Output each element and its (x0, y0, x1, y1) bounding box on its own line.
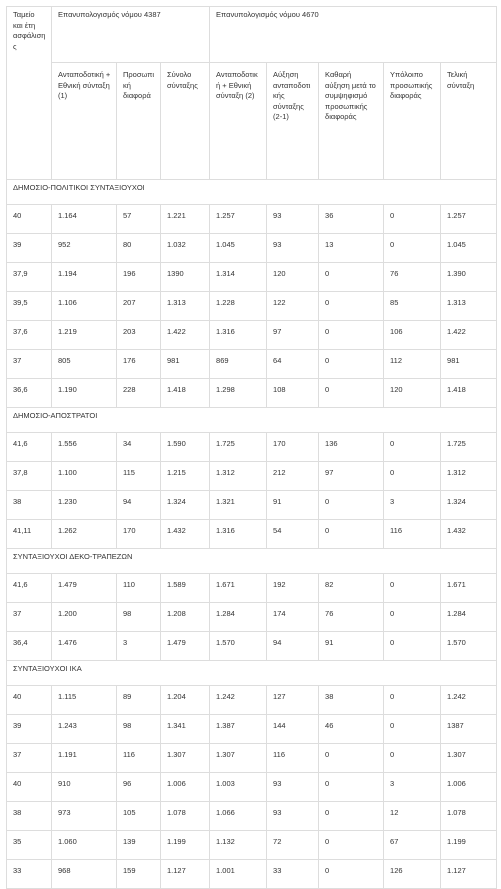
remaining-difference-cell: 0 (384, 574, 441, 603)
personal-difference-cell: 176 (117, 350, 161, 379)
contributory-national-2-cell: 1.003 (210, 773, 267, 802)
table-row (7, 802, 497, 831)
total-pension-cell: 1.324 (161, 491, 210, 520)
contributory-increase-cell: 116 (267, 744, 319, 773)
contributory-national-2-cell: 1.307 (210, 744, 267, 773)
contributory-national-1-cell: 1.100 (52, 462, 117, 491)
contributory-national-1-cell: 1.262 (52, 520, 117, 549)
contributory-increase-cell: 174 (267, 603, 319, 632)
contributory-national-1-cell: 1.194 (52, 263, 117, 292)
pension-recalculation-table (6, 6, 497, 889)
contributory-increase-cell: 144 (267, 715, 319, 744)
col-header-personal-difference: Προσωπική διαφορά (117, 63, 161, 180)
table-row (7, 379, 497, 408)
table-row (7, 491, 497, 520)
final-pension-cell: 1.257 (441, 205, 497, 234)
contributory-national-2-cell: 1.725 (210, 433, 267, 462)
contributory-national-2-cell: 1.321 (210, 491, 267, 520)
contributory-national-1-cell: 968 (52, 860, 117, 889)
years-cell: 37 (7, 744, 52, 773)
contributory-increase-cell: 192 (267, 574, 319, 603)
contributory-increase-cell: 122 (267, 292, 319, 321)
personal-difference-cell: 203 (117, 321, 161, 350)
total-pension-cell: 1.341 (161, 715, 210, 744)
remaining-difference-cell: 0 (384, 462, 441, 491)
remaining-difference-cell: 3 (384, 491, 441, 520)
net-increase-cell: 0 (319, 802, 384, 831)
net-increase-cell: 0 (319, 350, 384, 379)
net-increase-cell: 0 (319, 491, 384, 520)
final-pension-cell: 1387 (441, 715, 497, 744)
final-pension-cell: 1.570 (441, 632, 497, 661)
contributory-increase-cell: 33 (267, 860, 319, 889)
contributory-increase-cell: 91 (267, 491, 319, 520)
remaining-difference-cell: 116 (384, 520, 441, 549)
total-pension-cell: 1.006 (161, 773, 210, 802)
years-cell: 40 (7, 686, 52, 715)
final-pension-cell: 1.418 (441, 379, 497, 408)
col-header-contributory-national-2: Ανταποδοτική + Εθνική σύνταξη (2) (210, 63, 267, 180)
total-pension-cell: 1.479 (161, 632, 210, 661)
personal-difference-cell: 115 (117, 462, 161, 491)
personal-difference-cell: 207 (117, 292, 161, 321)
total-pension-cell: 1.204 (161, 686, 210, 715)
contributory-national-2-cell: 1.132 (210, 831, 267, 860)
contributory-increase-cell: 93 (267, 773, 319, 802)
contributory-national-1-cell: 1.200 (52, 603, 117, 632)
total-pension-cell: 1.590 (161, 433, 210, 462)
net-increase-cell: 0 (319, 831, 384, 860)
contributory-increase-cell: 212 (267, 462, 319, 491)
remaining-difference-cell: 0 (384, 632, 441, 661)
remaining-difference-cell: 3 (384, 773, 441, 802)
personal-difference-cell: 105 (117, 802, 161, 831)
net-increase-cell: 0 (319, 379, 384, 408)
table-row (7, 350, 497, 379)
section-title: ΔΗΜΟΣΙΟ-ΑΠΟΣΤΡΑΤΟΙ (7, 408, 497, 433)
final-pension-cell: 1.127 (441, 860, 497, 889)
personal-difference-cell: 3 (117, 632, 161, 661)
personal-difference-cell: 110 (117, 574, 161, 603)
final-pension-cell: 1.422 (441, 321, 497, 350)
years-cell: 38 (7, 491, 52, 520)
net-increase-cell: 76 (319, 603, 384, 632)
contributory-increase-cell: 93 (267, 205, 319, 234)
remaining-difference-cell: 67 (384, 831, 441, 860)
contributory-increase-cell: 108 (267, 379, 319, 408)
years-cell: 37 (7, 603, 52, 632)
col-header-fund-years: Ταμείο και έτη ασφάλισης (7, 7, 52, 180)
contributory-national-1-cell: 805 (52, 350, 117, 379)
total-pension-cell: 1.432 (161, 520, 210, 549)
section-title: ΔΗΜΟΣΙΟ-ΠΟΛΙΤΙΚΟΙ ΣΥΝΤΑΞΙΟΥΧΟΙ (7, 180, 497, 205)
section-row (7, 408, 497, 433)
personal-difference-cell: 89 (117, 686, 161, 715)
contributory-national-1-cell: 1.219 (52, 321, 117, 350)
years-cell: 38 (7, 802, 52, 831)
total-pension-cell: 1.589 (161, 574, 210, 603)
contributory-national-1-cell: 1.106 (52, 292, 117, 321)
table-row (7, 632, 497, 661)
contributory-increase-cell: 94 (267, 632, 319, 661)
col-header-final-pension: Τελική σύνταξη (441, 63, 497, 180)
remaining-difference-cell: 106 (384, 321, 441, 350)
years-cell: 37,8 (7, 462, 52, 491)
total-pension-cell: 1.032 (161, 234, 210, 263)
contributory-increase-cell: 170 (267, 433, 319, 462)
final-pension-cell: 1.390 (441, 263, 497, 292)
section-row (7, 661, 497, 686)
personal-difference-cell: 116 (117, 744, 161, 773)
net-increase-cell: 91 (319, 632, 384, 661)
total-pension-cell: 1.422 (161, 321, 210, 350)
table-row (7, 860, 497, 889)
table-row (7, 292, 497, 321)
net-increase-cell: 82 (319, 574, 384, 603)
contributory-national-2-cell: 1.257 (210, 205, 267, 234)
contributory-national-2-cell: 1.316 (210, 520, 267, 549)
contributory-national-1-cell: 1.479 (52, 574, 117, 603)
contributory-national-1-cell: 1.230 (52, 491, 117, 520)
remaining-difference-cell: 126 (384, 860, 441, 889)
table-row (7, 715, 497, 744)
section-title: ΣΥΝΤΑΞΙΟΥΧΟΙ ΔΕΚΟ-ΤΡΑΠΕΖΩΝ (7, 549, 497, 574)
final-pension-cell: 1.006 (441, 773, 497, 802)
contributory-national-2-cell: 1.314 (210, 263, 267, 292)
personal-difference-cell: 98 (117, 715, 161, 744)
final-pension-cell: 1.432 (441, 520, 497, 549)
years-cell: 36,6 (7, 379, 52, 408)
years-cell: 35 (7, 831, 52, 860)
net-increase-cell: 97 (319, 462, 384, 491)
remaining-difference-cell: 112 (384, 350, 441, 379)
personal-difference-cell: 80 (117, 234, 161, 263)
table-row (7, 205, 497, 234)
personal-difference-cell: 139 (117, 831, 161, 860)
net-increase-cell: 38 (319, 686, 384, 715)
remaining-difference-cell: 0 (384, 603, 441, 632)
table-row (7, 433, 497, 462)
years-cell: 39,5 (7, 292, 52, 321)
table-row (7, 603, 497, 632)
net-increase-cell: 13 (319, 234, 384, 263)
personal-difference-cell: 170 (117, 520, 161, 549)
years-cell: 39 (7, 234, 52, 263)
final-pension-cell: 1.307 (441, 744, 497, 773)
personal-difference-cell: 96 (117, 773, 161, 802)
contributory-increase-cell: 72 (267, 831, 319, 860)
final-pension-cell: 1.312 (441, 462, 497, 491)
net-increase-cell: 0 (319, 773, 384, 802)
total-pension-cell: 1.199 (161, 831, 210, 860)
final-pension-cell: 1.671 (441, 574, 497, 603)
contributory-national-2-cell: 1.045 (210, 234, 267, 263)
remaining-difference-cell: 76 (384, 263, 441, 292)
years-cell: 41,11 (7, 520, 52, 549)
personal-difference-cell: 34 (117, 433, 161, 462)
table-row (7, 831, 497, 860)
remaining-difference-cell: 0 (384, 234, 441, 263)
remaining-difference-cell: 0 (384, 686, 441, 715)
section-title: ΣΥΝΤΑΞΙΟΥΧΟΙ ΙΚΑ (7, 661, 497, 686)
net-increase-cell: 0 (319, 860, 384, 889)
final-pension-cell: 1.284 (441, 603, 497, 632)
total-pension-cell: 1.307 (161, 744, 210, 773)
group-header-law-4387: Επανυπολογισμός νόμου 4387 (52, 7, 210, 63)
years-cell: 41,6 (7, 433, 52, 462)
contributory-national-1-cell: 1.191 (52, 744, 117, 773)
header-row-top (7, 7, 497, 63)
remaining-difference-cell: 0 (384, 205, 441, 234)
net-increase-cell: 46 (319, 715, 384, 744)
contributory-national-2-cell: 1.387 (210, 715, 267, 744)
remaining-difference-cell: 0 (384, 744, 441, 773)
col-header-contributory-national-1: Ανταποδοτική + Εθνική σύνταξη (1) (52, 63, 117, 180)
contributory-national-2-cell: 1.228 (210, 292, 267, 321)
table-row (7, 234, 497, 263)
years-cell: 37,6 (7, 321, 52, 350)
contributory-increase-cell: 97 (267, 321, 319, 350)
group-header-law-4670: Επανυπολογισμός νόμου 4670 (210, 7, 497, 63)
table-row (7, 462, 497, 491)
contributory-increase-cell: 93 (267, 234, 319, 263)
total-pension-cell: 1.313 (161, 292, 210, 321)
years-cell: 37,9 (7, 263, 52, 292)
total-pension-cell: 1.208 (161, 603, 210, 632)
net-increase-cell: 0 (319, 744, 384, 773)
table-row (7, 574, 497, 603)
col-header-net-increase: Καθαρή αύξηση μετά το συμψηφισμό προσωπικής διαφοράς (319, 63, 384, 180)
total-pension-cell: 981 (161, 350, 210, 379)
remaining-difference-cell: 0 (384, 433, 441, 462)
years-cell: 36,4 (7, 632, 52, 661)
col-header-total-pension: Σύνολο σύνταξης (161, 63, 210, 180)
net-increase-cell: 0 (319, 263, 384, 292)
final-pension-cell: 981 (441, 350, 497, 379)
total-pension-cell: 1390 (161, 263, 210, 292)
years-cell: 39 (7, 715, 52, 744)
total-pension-cell: 1.127 (161, 860, 210, 889)
personal-difference-cell: 94 (117, 491, 161, 520)
contributory-national-2-cell: 1.242 (210, 686, 267, 715)
total-pension-cell: 1.215 (161, 462, 210, 491)
contributory-national-1-cell: 910 (52, 773, 117, 802)
header-row-sub (7, 63, 497, 180)
contributory-increase-cell: 127 (267, 686, 319, 715)
final-pension-cell: 1.199 (441, 831, 497, 860)
contributory-increase-cell: 54 (267, 520, 319, 549)
personal-difference-cell: 228 (117, 379, 161, 408)
total-pension-cell: 1.078 (161, 802, 210, 831)
total-pension-cell: 1.418 (161, 379, 210, 408)
years-cell: 33 (7, 860, 52, 889)
final-pension-cell: 1.078 (441, 802, 497, 831)
section-row (7, 180, 497, 205)
contributory-national-2-cell: 1.298 (210, 379, 267, 408)
net-increase-cell: 136 (319, 433, 384, 462)
contributory-national-2-cell: 1.312 (210, 462, 267, 491)
col-header-contributory-increase: Αύξηση ανταποδοτικής σύνταξης (2-1) (267, 63, 319, 180)
contributory-increase-cell: 120 (267, 263, 319, 292)
personal-difference-cell: 159 (117, 860, 161, 889)
contributory-increase-cell: 64 (267, 350, 319, 379)
remaining-difference-cell: 0 (384, 715, 441, 744)
remaining-difference-cell: 120 (384, 379, 441, 408)
contributory-national-2-cell: 1.570 (210, 632, 267, 661)
table-row (7, 321, 497, 350)
final-pension-cell: 1.725 (441, 433, 497, 462)
contributory-national-1-cell: 1.243 (52, 715, 117, 744)
years-cell: 40 (7, 773, 52, 802)
col-header-remaining-difference: Υπόλοιπο προσωπικής διαφοράς (384, 63, 441, 180)
final-pension-cell: 1.313 (441, 292, 497, 321)
contributory-national-1-cell: 952 (52, 234, 117, 263)
table-row (7, 744, 497, 773)
section-row (7, 549, 497, 574)
net-increase-cell: 0 (319, 292, 384, 321)
contributory-national-2-cell: 1.284 (210, 603, 267, 632)
total-pension-cell: 1.221 (161, 205, 210, 234)
contributory-national-1-cell: 1.190 (52, 379, 117, 408)
contributory-national-2-cell: 1.316 (210, 321, 267, 350)
contributory-national-2-cell: 1.066 (210, 802, 267, 831)
years-cell: 41,6 (7, 574, 52, 603)
contributory-national-1-cell: 1.115 (52, 686, 117, 715)
final-pension-cell: 1.045 (441, 234, 497, 263)
contributory-national-2-cell: 869 (210, 350, 267, 379)
years-cell: 40 (7, 205, 52, 234)
final-pension-cell: 1.324 (441, 491, 497, 520)
table-row (7, 773, 497, 802)
net-increase-cell: 36 (319, 205, 384, 234)
personal-difference-cell: 57 (117, 205, 161, 234)
personal-difference-cell: 98 (117, 603, 161, 632)
net-increase-cell: 0 (319, 520, 384, 549)
contributory-national-2-cell: 1.671 (210, 574, 267, 603)
table-row (7, 686, 497, 715)
years-cell: 37 (7, 350, 52, 379)
table-row (7, 520, 497, 549)
contributory-national-1-cell: 973 (52, 802, 117, 831)
final-pension-cell: 1.242 (441, 686, 497, 715)
personal-difference-cell: 196 (117, 263, 161, 292)
remaining-difference-cell: 85 (384, 292, 441, 321)
remaining-difference-cell: 12 (384, 802, 441, 831)
table-row (7, 263, 497, 292)
contributory-national-2-cell: 1.001 (210, 860, 267, 889)
contributory-national-1-cell: 1.164 (52, 205, 117, 234)
contributory-national-1-cell: 1.556 (52, 433, 117, 462)
contributory-national-1-cell: 1.060 (52, 831, 117, 860)
contributory-national-1-cell: 1.476 (52, 632, 117, 661)
net-increase-cell: 0 (319, 321, 384, 350)
contributory-increase-cell: 93 (267, 802, 319, 831)
